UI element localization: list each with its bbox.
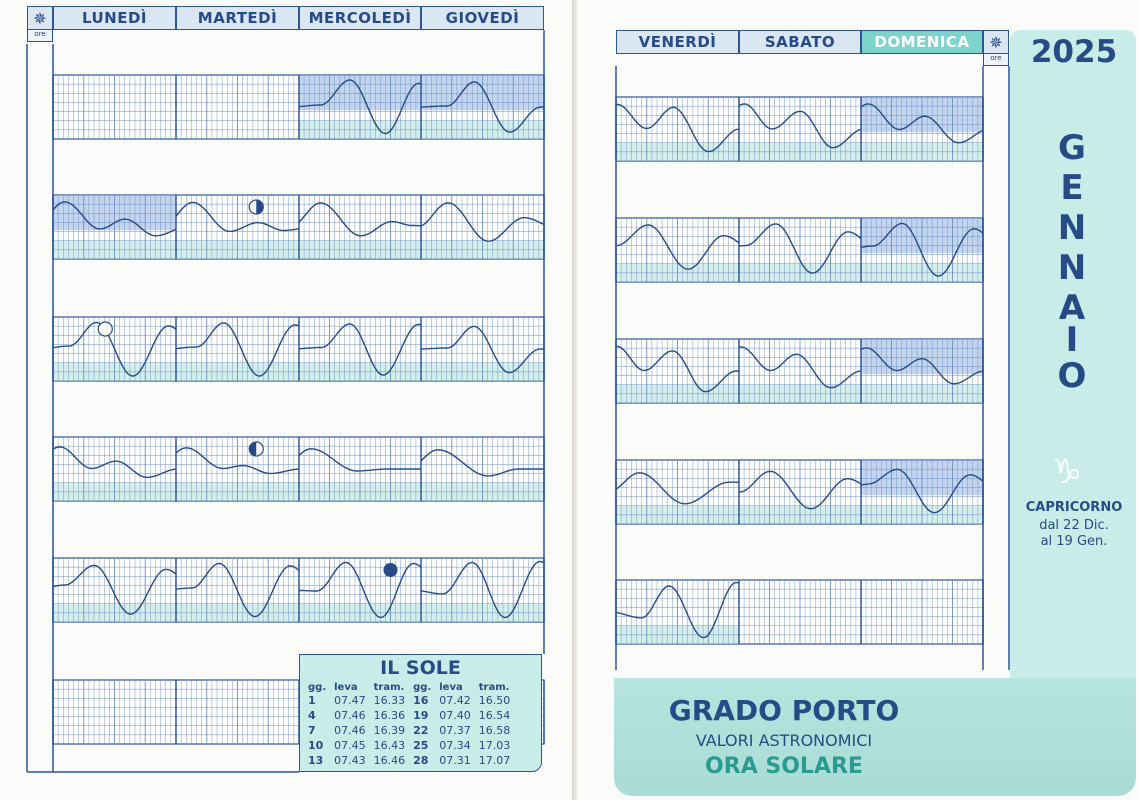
sun-cell: 16.33 (373, 694, 406, 707)
zodiac-to: al 19 Gen. (1040, 534, 1108, 549)
zodiac-from: dal 22 Dic. (1039, 518, 1109, 533)
ore-label: ore (983, 54, 1009, 66)
ore-label: ore (27, 30, 53, 42)
new-moon-icon (384, 563, 398, 577)
sun-cell: 25 (413, 739, 429, 752)
sun-header: gg. (413, 682, 432, 693)
sun-cell: 16.39 (373, 724, 406, 737)
sun-cell: 16.58 (478, 724, 511, 737)
sun-row (304, 753, 514, 768)
header-day-friday: VENERDÌ (616, 30, 739, 54)
sun-cell: 7 (308, 724, 316, 737)
sun-cell: 07.45 (334, 739, 366, 752)
sun-cell: 07.46 (334, 724, 366, 737)
sun-cell: 07.40 (439, 709, 471, 722)
sun-cell: 4 (308, 709, 316, 722)
sun-title: IL SOLE (380, 657, 461, 679)
sun-cell: 07.31 (439, 754, 471, 767)
header-day-tuesday: MARTEDÌ (176, 6, 299, 30)
sun-cell: 16.43 (373, 739, 406, 752)
sun-cell: 07.47 (334, 694, 366, 707)
sun-cell: 07.42 (439, 694, 471, 707)
month-letter: O (1057, 356, 1087, 396)
sun-header: tram. (478, 682, 510, 693)
sun-row (304, 693, 514, 708)
sun-cell: 16 (413, 694, 429, 707)
sun-row (304, 738, 514, 753)
sun-cell: 10 (308, 739, 324, 752)
sun-cell: 13 (308, 754, 324, 767)
sun-cell: 16.36 (373, 709, 406, 722)
footer-subtitle: VALORI ASTRONOMICI (695, 731, 873, 750)
sun-cell: 07.37 (439, 724, 471, 737)
compass-icon: ✵ (27, 6, 53, 30)
sun-header: leva (334, 682, 358, 693)
header-day-sunday: DOMENICA (861, 30, 983, 54)
year-label: 2025 (1030, 34, 1118, 70)
header-day-monday: LUNEDÌ (53, 6, 176, 30)
footer-subtitle-2: ORA SOLARE (705, 754, 863, 779)
sun-cell: 16.50 (478, 694, 511, 707)
header-day-thursday: GIOVEDÌ (421, 6, 544, 30)
month-letter: I (1065, 320, 1079, 360)
sun-cell: 22 (413, 724, 429, 737)
sun-table-box (299, 654, 542, 772)
sun-header: gg. (308, 682, 327, 693)
capricorn-icon: ♑ (1051, 452, 1083, 492)
sun-cell: 07.46 (334, 709, 366, 722)
sun-cell: 1 (308, 694, 316, 707)
header-day-saturday: SABATO (739, 30, 861, 54)
location-title: GRADO PORTO (668, 694, 900, 727)
sun-row (304, 723, 514, 738)
month-letter: A (1058, 288, 1086, 328)
sun-cell: 07.34 (439, 739, 471, 752)
month-letter: N (1057, 248, 1087, 288)
sun-cell: 28 (413, 754, 429, 767)
month-letter: G (1058, 128, 1086, 168)
month-letter: E (1060, 168, 1084, 208)
header-day-wednesday: MERCOLEDÌ (299, 6, 421, 30)
sun-cell: 07.43 (334, 754, 366, 767)
sun-row (304, 708, 514, 723)
sun-cell: 17.03 (478, 739, 511, 752)
sun-header: leva (439, 682, 463, 693)
sun-header: tram. (373, 682, 405, 693)
sun-cell: 16.46 (373, 754, 406, 767)
full-moon-icon (98, 322, 112, 336)
sun-table (304, 682, 514, 768)
sun-cell: 17.07 (478, 754, 511, 767)
sun-cell: 16.54 (478, 709, 511, 722)
sun-cell: 19 (413, 709, 429, 722)
compass-icon: ✵ (983, 30, 1009, 54)
zodiac-name: CAPRICORNO (1025, 500, 1123, 515)
month-letter: N (1057, 208, 1087, 248)
